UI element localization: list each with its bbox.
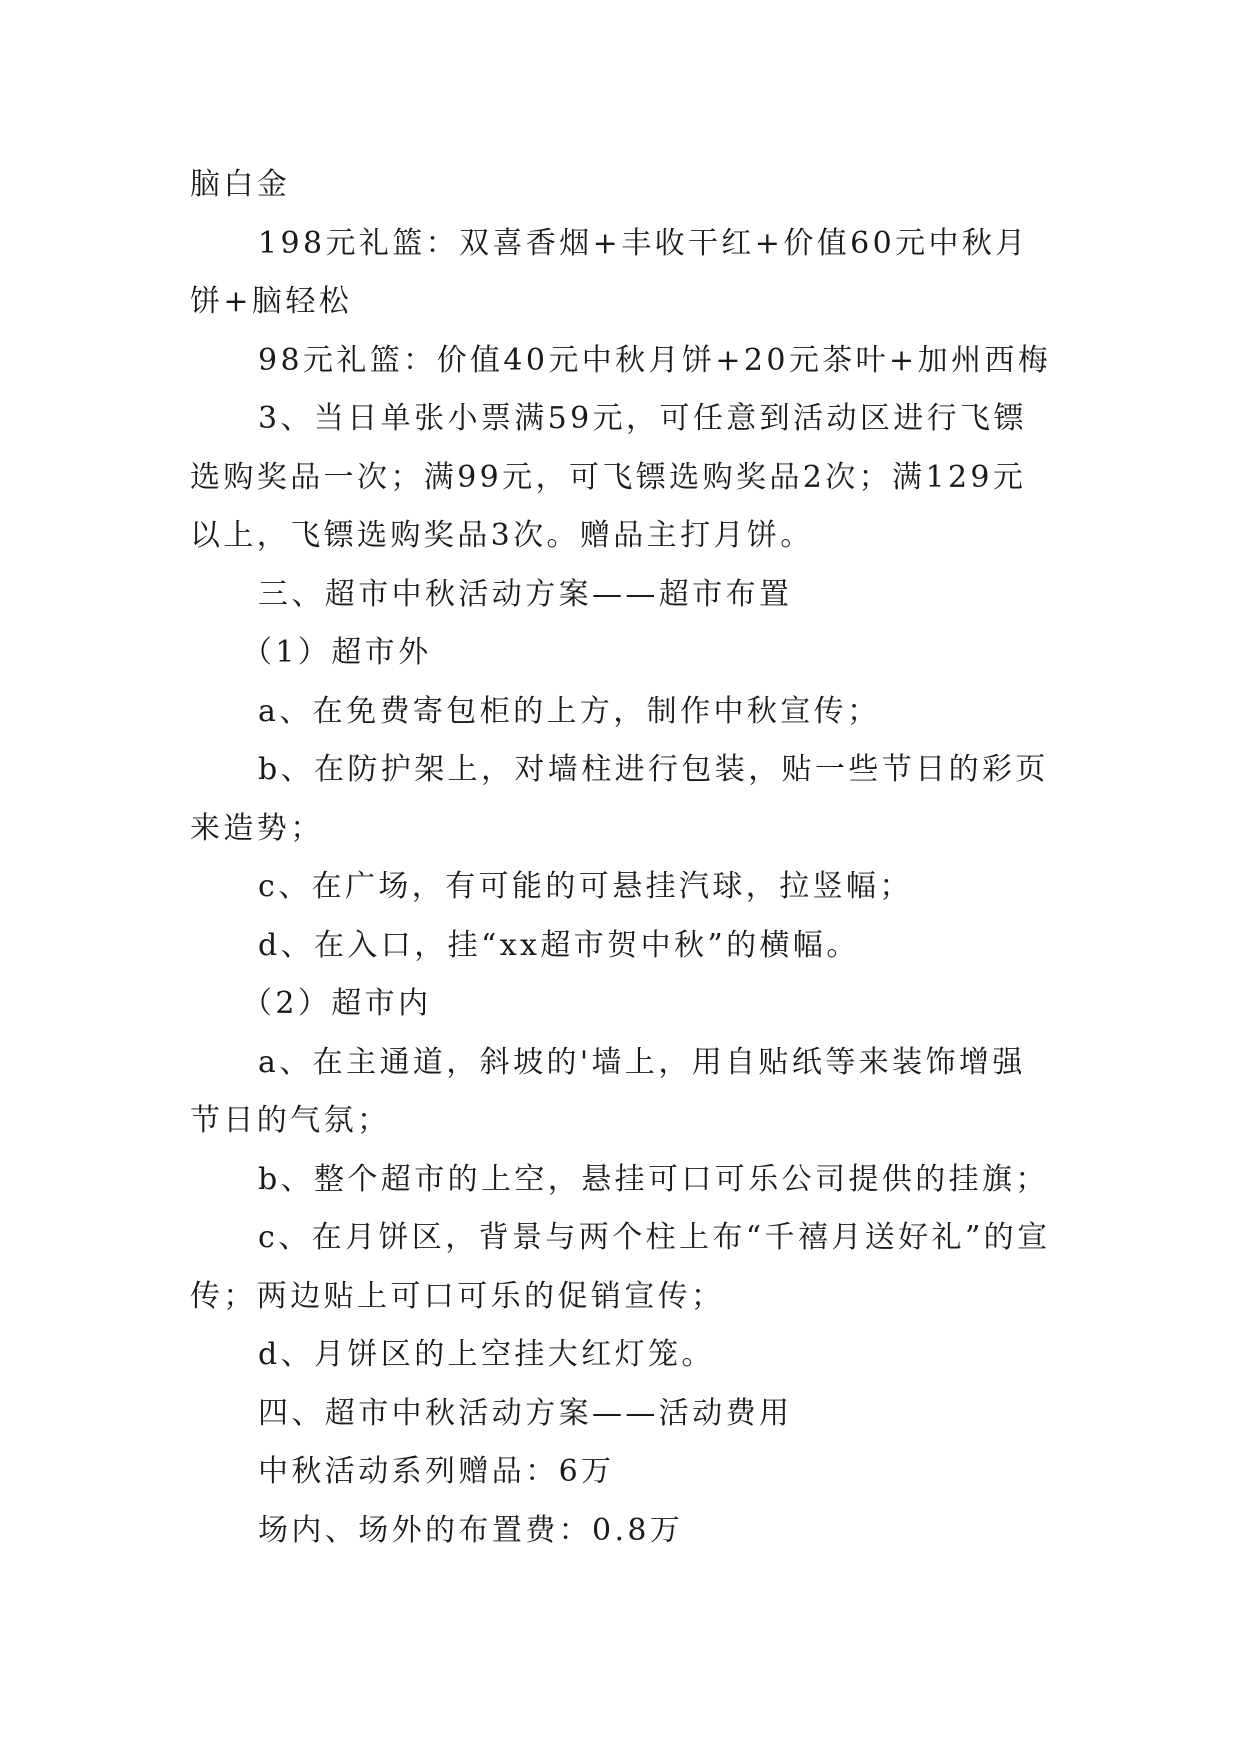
cost-item-decoration: 场内、场外的布置费：0.8万: [258, 1512, 684, 1548]
list-item-outside-b: b、在防护架上，对墙柱进行包装，贴一些节日的彩页来造势；: [190, 752, 1049, 846]
paragraph-dart-promotion: 3、当日单张小票满59元，可任意到活动区进行飞镖选购奖品一次；满99元，可飞镖选购奖品2次；满129元以上，飞镖选购奖品3次。赠品主打月饼。: [190, 401, 1027, 553]
section-heading-store-layout: 三、超市中秋活动方案——超市布置: [258, 576, 793, 612]
subheading-inside-store: （2）超市内: [242, 986, 432, 1021]
list-item-inside-d: d、月饼区的上空挂大红灯笼。: [258, 1337, 715, 1372]
list-item-outside-a: a、在免费寄包柜的上方，制作中秋宣传；: [258, 693, 881, 729]
list-item-outside-c: c、在广场，有可能的可悬挂汽球，拉竖幅；: [258, 869, 913, 904]
list-item-outside-d: d、在入口，挂“xx超市贺中秋”的横幅。: [258, 927, 860, 963]
list-item-inside-a: a、在主通道，斜坡的'墙上，用自贴纸等来装饰增强节日的气氛；: [190, 1044, 1026, 1138]
paragraph-gift-basket-98: 98元礼篮：价值40元中秋月饼+20元茶叶+加州西梅: [258, 342, 1052, 378]
document-body: [190, 156, 1058, 1560]
paragraph-gift-basket-198: 198元礼篮：双喜香烟+丰收干红+价值60元中秋月饼+脑轻松: [190, 225, 1029, 319]
list-item-inside-b: b、整个超市的上空，悬挂可口可乐公司提供的挂旗；: [258, 1161, 1049, 1197]
cost-item-gifts: 中秋活动系列赠品：6万: [258, 1454, 615, 1489]
subheading-outside-store: （1）超市外: [242, 635, 432, 670]
paragraph-gift-continuation: 脑白金: [190, 167, 291, 202]
list-item-inside-c: c、在月饼区，背景与两个柱上布“千禧月送好礼”的宣传；两边贴上可口可乐的促销宣传；: [190, 1220, 1051, 1314]
section-heading-activity-cost: 四、超市中秋活动方案——活动费用: [258, 1395, 793, 1431]
